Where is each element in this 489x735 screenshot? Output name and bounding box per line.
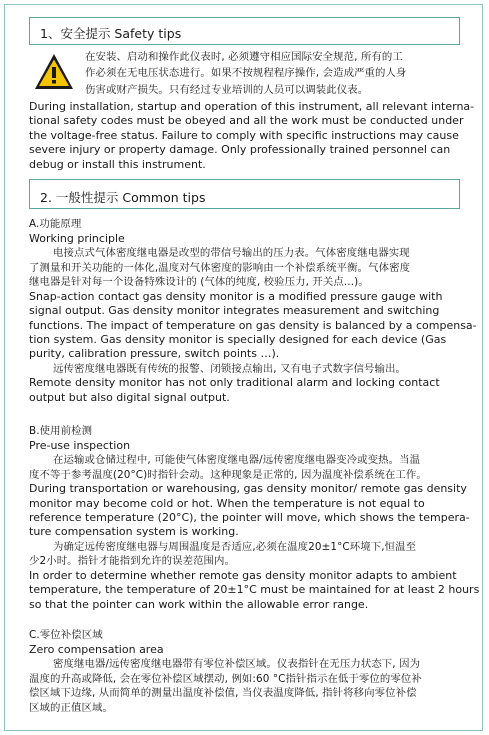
- text-line: 继电器是针对每一个设备特殊设计的 (气体的纯度, 校验压力, 开关点...)。: [29, 276, 369, 289]
- text-line: 作必须在无电压状态进行。如果不按规程程序操作, 会造成严重的人身: [85, 67, 407, 80]
- text-line: signal output. Gas density monitor integrates measurement and switching: [29, 304, 440, 318]
- text-line: 偿区域下边缘, 从而简单的测量出温度补偿值, 当仪表温度降低, 指针将移向零位补偿: [29, 687, 417, 700]
- text-line: 远传密度继电器既有传统的报警、闭锁接点输出, 又有电子式数字信号输出。: [53, 362, 406, 375]
- text-line: Snap-action contact gas density monitor is a modified pressure gauge with: [29, 289, 443, 303]
- text-line: 区域的正值区域。: [29, 701, 113, 714]
- text-line: monitor may become cold or hot. When the temperature is not equal to: [29, 496, 425, 510]
- text-line: 密度继电器/远传密度继电器带有零位补偿区域。仪表指针在无压力状态下, 因为: [53, 658, 421, 670]
- safety-cn-text: [85, 49, 407, 98]
- text-line: 伤害或财产损失。只有经过专业培训的人员可以调装此仪表。: [85, 83, 369, 96]
- text-line: 在安装、启动和操作此仪表时, 必须遵守相应国际安全规范, 所有的工: [85, 51, 403, 63]
- text-line: Remote density monitor has not only traditional alarm and locking contact: [29, 376, 440, 390]
- text-line: tional safety codes must be obeyed and all the work must be conducted under: [29, 114, 464, 128]
- subsection-a-heading-cn: A.功能原理: [29, 218, 82, 230]
- text-line: 电接点式气体密度继电器是改型的带信号输出的压力表。气体密度继电器实现: [53, 247, 410, 259]
- subsection-c-heading-cn: C.零位补偿区域: [29, 629, 103, 641]
- text-line: functions. The impact of temperature on gas density is balanced by a compensa-: [29, 318, 477, 332]
- subsection-c-heading-en: Zero compensation area: [29, 643, 164, 656]
- text-line: the voltage-free status. Failure to comply with specific instructions may cause: [29, 128, 459, 142]
- section-common-title-box: [29, 179, 460, 209]
- subsection-b-heading-en: Pre-use inspection: [29, 439, 131, 452]
- text-line: 度不等于参考温度(20°C)时指针会动。这种现象是正常的, 因为温度补偿系统在工作。: [29, 468, 427, 481]
- text-line: ture compensation system is working.: [29, 525, 239, 539]
- text-line: 了测量和开关功能的一体化,温度对气体密度的影响由一个补偿系统平衡。气体密度: [29, 261, 411, 274]
- text-line: output but also digital signal output.: [29, 390, 230, 404]
- text-line: In order to determine whether remote gas density monitor adapts to ambient: [29, 569, 457, 582]
- subsection-b: [29, 424, 479, 612]
- text-line: During transportation or warehousing, gas density monitor/ remote gas density: [29, 482, 467, 496]
- section-safety-title-box: [29, 17, 460, 45]
- subsection-c: [29, 628, 422, 715]
- manual-page: [4, 4, 483, 731]
- text-line: 在运输或仓储过程中, 可能使气体密度继电器/远传密度继电器变冷或变热。当温: [53, 454, 421, 466]
- text-line: 温度的升高或降低, 会在零位补偿区域摆动, 例如:60 °C指针指示在低于零位的零位补: [29, 672, 422, 685]
- text-line: severe injury or property damage. Only professionally trained personnel can: [29, 143, 451, 157]
- subsection-b-heading-cn: B.使用前检测: [29, 425, 93, 437]
- section-common-title: 2. 一般性提示 Common tips: [40, 190, 206, 205]
- text-line: 少2小时。指针才能指到允许的误差范围内。: [29, 555, 236, 568]
- text-line: reference temperature (20°C), the pointer will move, which shows the tempera-: [29, 511, 470, 524]
- section-safety-title: 1、安全提示 Safety tips: [40, 26, 182, 41]
- text-line: so that the pointer can work within the allowable error range.: [29, 597, 369, 611]
- text-line: 为确定远传密度继电器与周围温度是否适应,必须在温度20±1°C环境下,恒温至: [53, 540, 417, 553]
- warning-triangle-icon: [33, 52, 75, 92]
- text-line: temperature, the temperature of 20±1°C must be maintained for at least 2 hours: [29, 583, 480, 597]
- text-line: debug or install this instrument.: [29, 157, 206, 171]
- safety-en-text: [29, 100, 474, 172]
- text-line: During installation, startup and operation of this instrument, all relevant interna-: [29, 100, 475, 113]
- text-line: purity, calibration pressure, switch points …).: [29, 347, 280, 361]
- subsection-a: [29, 217, 477, 405]
- subsection-a-heading-en: Working principle: [29, 232, 125, 245]
- text-line: tion system. Gas density monitor is specially designed for each device (Gas: [29, 333, 447, 346]
